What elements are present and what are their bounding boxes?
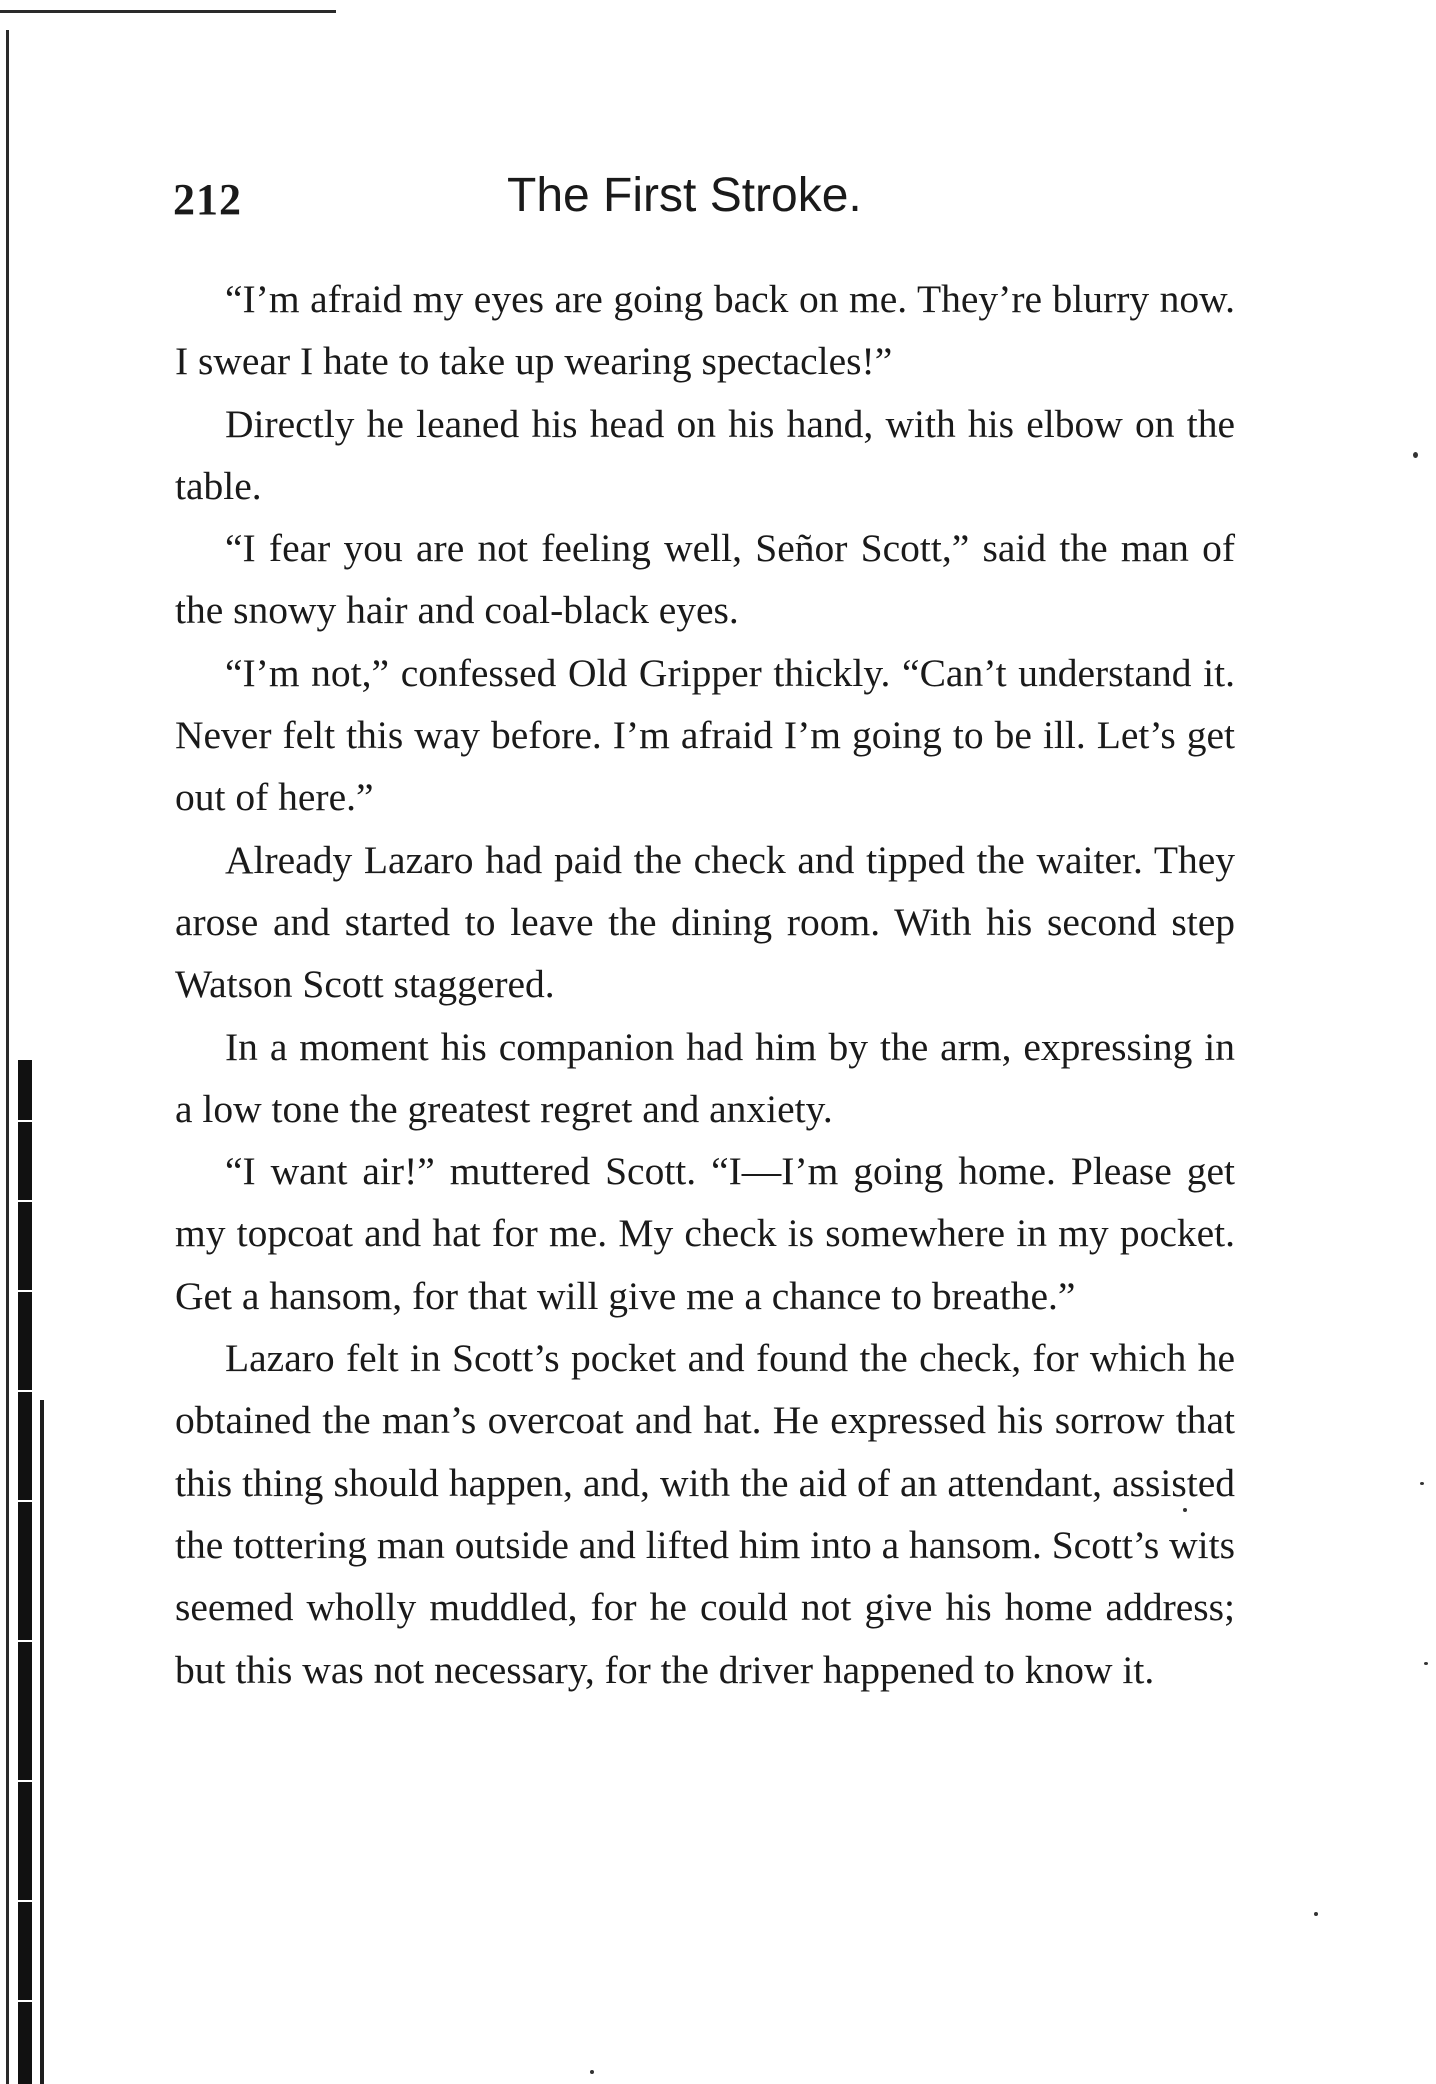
scan-speck <box>590 2070 594 2074</box>
binding-inner-line <box>40 1400 44 2084</box>
binding-shadow <box>18 1060 32 2084</box>
paragraph: Already Lazaro had paid the check and tipped the waiter. They arose and started to leave the dining room. With his second step Watson Scott staggered. <box>175 837 1235 1007</box>
paragraph: In a moment his companion had him by the arm, expressing in a low tone the greatest regret and anxiety. <box>175 1024 1235 1131</box>
scan-speck <box>1424 1662 1428 1665</box>
paragraph: “I’m not,” confessed Old Gripper thickly. “Can’t understand it. Never felt this way before. I’m afraid I’m going to be ill. Let’s get out of here.” <box>175 650 1235 820</box>
paragraph: Lazaro felt in Scott’s pocket and found the check, for which he obtained the man’s overcoat and hat. He expressed his sorrow that this thing should happen, and, with the aid of an attendant, assisted the tottering man outside and lifted him into a hansom. Scott’s wits seemed wholly muddled, for he could not give his home address; but this was not necessary, for the driver happened to know it. <box>175 1336 1235 1692</box>
binding-tick <box>18 1390 40 1392</box>
binding-tick <box>18 1780 40 1782</box>
paragraph: Directly he leaned his head on his hand, with his elbow on the table. <box>175 401 1235 508</box>
binding-tick <box>18 1500 40 1502</box>
running-title: The First Stroke. <box>507 169 862 222</box>
binding-tick <box>18 1290 40 1292</box>
paragraph: “I fear you are not feeling well, Señor Scott,” said the man of the snowy hair and coal-black eyes. <box>175 526 1235 633</box>
binding-tick <box>18 2000 40 2002</box>
binding-tick <box>18 1200 40 1202</box>
binding-edge-line <box>6 30 9 2084</box>
paragraph: “I want air!” muttered Scott. “I—I’m going home. Please get my topcoat and hat for me. My check is somewhere in my pocket. Get a hansom, for that will give me a chance to breathe.” <box>175 1149 1235 1318</box>
binding-tick <box>18 1900 40 1902</box>
scan-speck <box>1314 1912 1318 1916</box>
paragraph: “I’m afraid my eyes are going back on me. They’re blurry now. I swear I hate to take up wearing spectacles!” <box>175 277 1235 384</box>
page-header <box>173 168 1233 238</box>
scan-top-rule <box>0 10 336 13</box>
scan-speck <box>1413 452 1418 458</box>
binding-tick <box>18 1120 40 1122</box>
body-text <box>175 268 1235 1701</box>
binding-tick <box>18 1640 40 1642</box>
scan-speck <box>1420 1482 1424 1485</box>
page-number: 212 <box>173 175 242 224</box>
